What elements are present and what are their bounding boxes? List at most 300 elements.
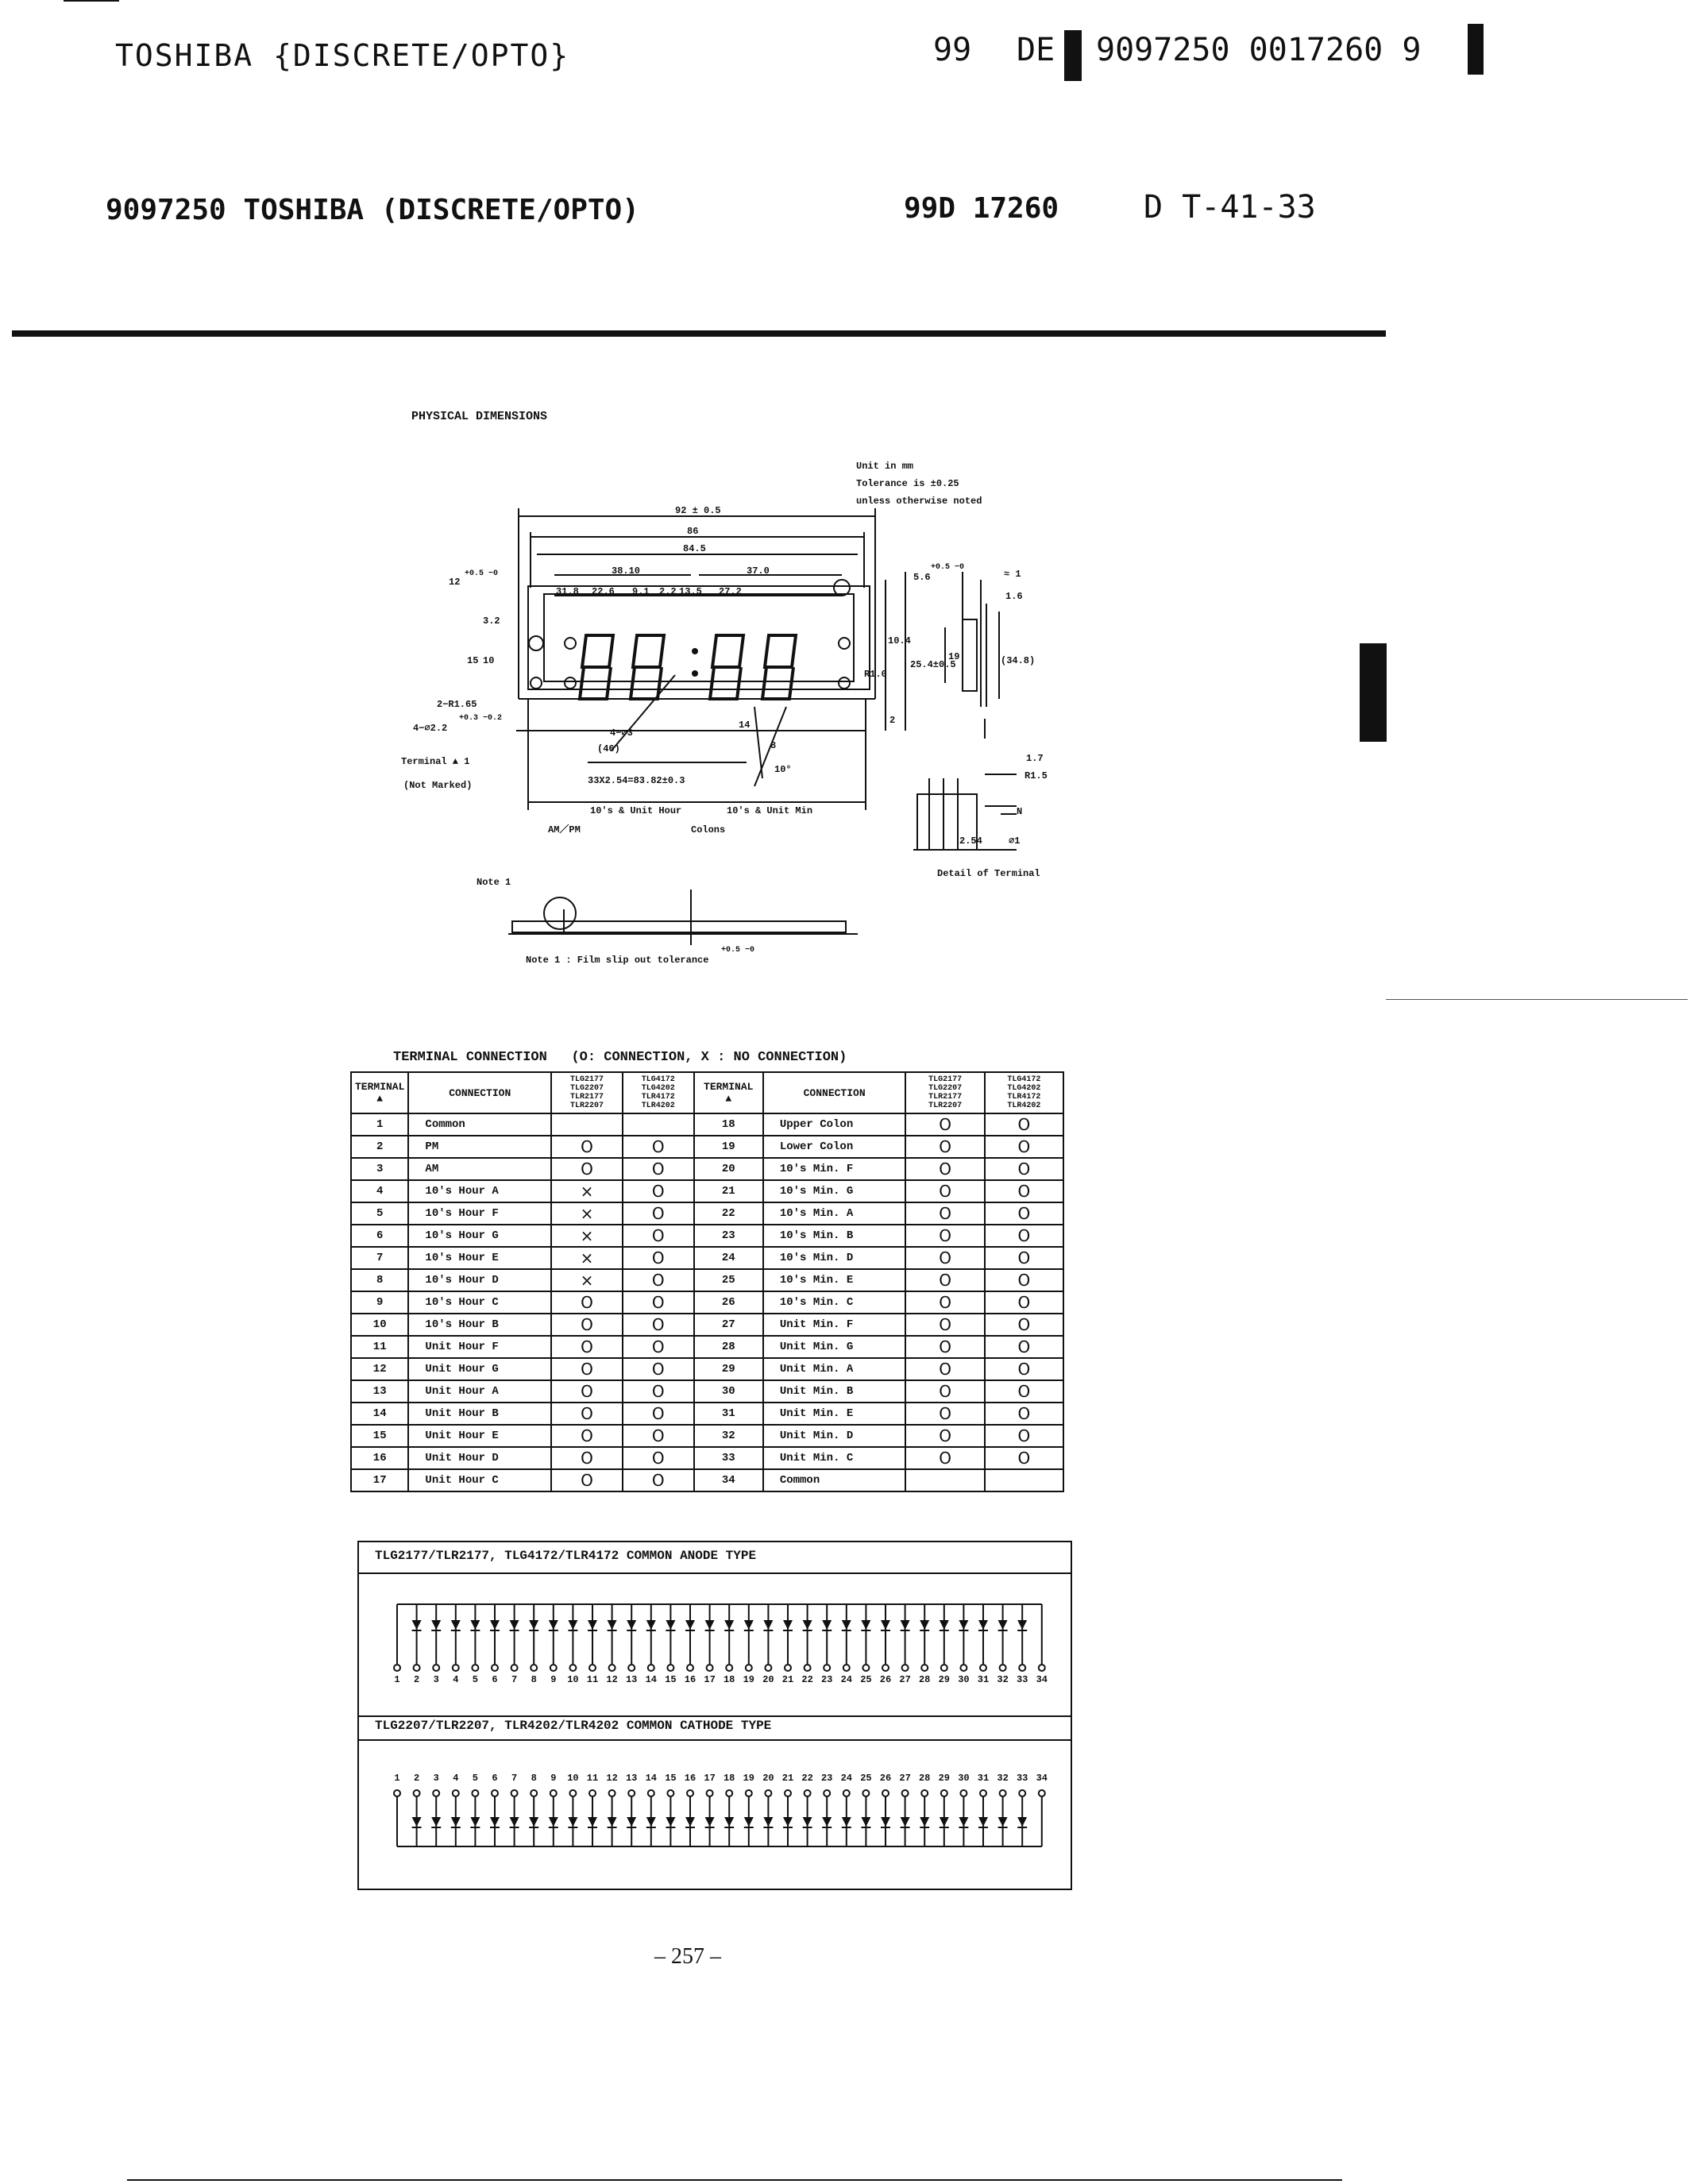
cathode-diode bbox=[666, 1817, 675, 1827]
circuit-divider bbox=[357, 1715, 1071, 1717]
connection-mark: O bbox=[985, 1358, 1063, 1380]
note1-text: Note 1 : Film slip out tolerance bbox=[526, 955, 709, 966]
dim-hole-tol: +0.3 −0.2 bbox=[459, 714, 503, 723]
th-terminal-right: TERMINAL ▲ bbox=[694, 1072, 763, 1113]
pin-label: 30 bbox=[958, 1674, 970, 1685]
anode-diode bbox=[803, 1620, 812, 1630]
cathode-pin bbox=[569, 1790, 576, 1796]
anode-diode bbox=[822, 1620, 832, 1630]
connection-name: Unit Hour B bbox=[408, 1403, 551, 1425]
connection-name: 10's Hour A bbox=[408, 1180, 551, 1202]
connection-mark: O bbox=[551, 1403, 623, 1425]
pin-label: 19 bbox=[743, 1674, 754, 1685]
connection-mark: × bbox=[551, 1225, 623, 1247]
cathode-diode bbox=[588, 1817, 597, 1827]
anode-diode bbox=[1017, 1620, 1027, 1630]
anode-diode bbox=[861, 1620, 870, 1630]
header-divider bbox=[12, 330, 1386, 337]
terminal-number: 31 bbox=[694, 1403, 763, 1425]
pin-label: 10 bbox=[567, 1773, 579, 1784]
connection-mark bbox=[905, 1469, 984, 1491]
dim-12: 12 bbox=[449, 577, 461, 588]
pin-label: 8 bbox=[531, 1674, 537, 1685]
terminal-number: 13 bbox=[351, 1380, 408, 1403]
connection-mark: O bbox=[623, 1336, 694, 1358]
margin-black-tab bbox=[1360, 643, 1387, 742]
connection-name: AM bbox=[408, 1158, 551, 1180]
terminal-number: 30 bbox=[694, 1380, 763, 1403]
pin-label: 18 bbox=[723, 1773, 735, 1784]
cathode-pin bbox=[941, 1790, 947, 1796]
anode-pin bbox=[1019, 1665, 1025, 1671]
connection-mark: O bbox=[985, 1225, 1063, 1247]
pin-label: 1 bbox=[394, 1773, 400, 1784]
pin-label: 5 bbox=[472, 1674, 478, 1685]
anode-diode bbox=[940, 1620, 949, 1630]
pin-label: 16 bbox=[684, 1773, 697, 1784]
cathode-diode bbox=[763, 1817, 773, 1827]
th-col-b-right: TLG4172 TLG4202 TLR4172 TLR4202 bbox=[985, 1072, 1063, 1113]
table-row bbox=[351, 1314, 1063, 1336]
dim-32: 3.2 bbox=[483, 615, 500, 627]
connection-mark: × bbox=[551, 1202, 623, 1225]
anode-pin bbox=[1039, 1665, 1045, 1671]
top-edge-mark bbox=[64, 0, 119, 2]
terminal-number: 16 bbox=[351, 1447, 408, 1469]
connection-name: Unit Min. A bbox=[763, 1358, 906, 1380]
connection-mark: O bbox=[905, 1247, 984, 1269]
cathode-pin bbox=[648, 1790, 654, 1796]
cathode-pin bbox=[805, 1790, 811, 1796]
connection-mark: O bbox=[551, 1380, 623, 1403]
table-row bbox=[351, 1425, 1063, 1447]
pin-label: 1 bbox=[394, 1674, 400, 1685]
cathode-diode bbox=[1017, 1817, 1027, 1827]
pin-label: 24 bbox=[840, 1773, 852, 1784]
connection-mark: O bbox=[551, 1158, 623, 1180]
anode-pin bbox=[960, 1665, 967, 1671]
side-1: ≈ 1 bbox=[1004, 569, 1021, 580]
cathode-diode bbox=[978, 1817, 988, 1827]
anode-diode bbox=[510, 1620, 519, 1630]
anode-diode bbox=[529, 1620, 538, 1630]
cathode-pin bbox=[921, 1790, 928, 1796]
pin-label: 29 bbox=[938, 1674, 950, 1685]
not-marked-label: (Not Marked) bbox=[403, 780, 473, 791]
cathode-diode bbox=[842, 1817, 851, 1827]
connection-mark: O bbox=[905, 1225, 984, 1247]
connection-name: 10's Min. G bbox=[763, 1180, 906, 1202]
connection-mark: O bbox=[905, 1202, 984, 1225]
pin-label: 20 bbox=[762, 1773, 774, 1784]
dim-15: 15 bbox=[467, 655, 479, 666]
anode-pin bbox=[785, 1665, 791, 1671]
connection-mark: O bbox=[985, 1314, 1063, 1336]
header-line1-code2: DE bbox=[1017, 32, 1055, 68]
connection-name: Unit Min. C bbox=[763, 1447, 906, 1469]
connection-name: 10's Hour B bbox=[408, 1314, 551, 1336]
cathode-diode bbox=[861, 1817, 870, 1827]
cathode-diode bbox=[451, 1817, 461, 1827]
anode-diode bbox=[901, 1620, 910, 1630]
pin-label: 15 bbox=[665, 1674, 677, 1685]
anode-pin bbox=[472, 1665, 478, 1671]
dimension-drawing bbox=[389, 492, 1064, 985]
anode-pin bbox=[511, 1665, 518, 1671]
terminal-number: 21 bbox=[694, 1180, 763, 1202]
cathode-pin bbox=[394, 1790, 400, 1796]
anode-diode bbox=[685, 1620, 695, 1630]
connection-mark: O bbox=[623, 1225, 694, 1247]
anode-pin bbox=[707, 1665, 713, 1671]
pin-label: 22 bbox=[801, 1674, 813, 1685]
anode-pin bbox=[453, 1665, 459, 1671]
terminal-number: 18 bbox=[694, 1113, 763, 1136]
unit-note: Unit in mm Tolerance is ±0.25 unless otherwise noted bbox=[856, 461, 982, 507]
cathode-diode bbox=[744, 1817, 754, 1827]
cathode-pin bbox=[824, 1790, 830, 1796]
pin-label: 26 bbox=[879, 1674, 892, 1685]
header-line1-code1: 99 bbox=[933, 32, 972, 68]
connection-name: Upper Colon bbox=[763, 1113, 906, 1136]
pin-label: 33 bbox=[1016, 1674, 1028, 1685]
connection-mark: O bbox=[985, 1113, 1063, 1136]
dim-total: 92 ± 0.5 bbox=[675, 505, 721, 516]
note1-label: Note 1 bbox=[477, 877, 511, 888]
side-19: 19 bbox=[948, 651, 960, 662]
anode-title-rule bbox=[357, 1572, 1071, 1574]
pin-label: 10 bbox=[567, 1674, 579, 1685]
anode-diode bbox=[431, 1620, 441, 1630]
header-line1-code3: 9097250 0017260 9 bbox=[1096, 32, 1422, 68]
connection-name: 10's Hour D bbox=[408, 1269, 551, 1291]
dim-left: 38.10 bbox=[612, 565, 641, 577]
bottom-rule bbox=[127, 2179, 1342, 2181]
connection-mark: O bbox=[985, 1291, 1063, 1314]
pin-label: 32 bbox=[997, 1773, 1009, 1784]
cathode-pin bbox=[433, 1790, 439, 1796]
anode-diode bbox=[842, 1620, 851, 1630]
connection-name: 10's Hour C bbox=[408, 1291, 551, 1314]
connection-mark: O bbox=[905, 1136, 984, 1158]
terminal-number: 6 bbox=[351, 1225, 408, 1247]
terminal-number: 5 bbox=[351, 1202, 408, 1225]
connection-name: Unit Hour D bbox=[408, 1447, 551, 1469]
pin-label: 2 bbox=[413, 1674, 420, 1685]
anode-pin bbox=[550, 1665, 557, 1671]
anode-diode bbox=[881, 1620, 890, 1630]
connection-mark: O bbox=[551, 1314, 623, 1336]
table-row bbox=[351, 1469, 1063, 1491]
pin-label: 6 bbox=[492, 1773, 498, 1784]
cathode-pin bbox=[414, 1790, 420, 1796]
connection-name: 10's Min. B bbox=[763, 1225, 906, 1247]
connection-mark: O bbox=[623, 1447, 694, 1469]
anode-diode bbox=[763, 1620, 773, 1630]
anode-diode bbox=[608, 1620, 617, 1630]
pin-label: 34 bbox=[1036, 1674, 1048, 1685]
cathode-pin bbox=[609, 1790, 615, 1796]
connection-mark: O bbox=[905, 1358, 984, 1380]
cathode-pin bbox=[472, 1790, 478, 1796]
header-line1-left: TOSHIBA {DISCRETE/OPTO} bbox=[115, 38, 570, 73]
anode-diode bbox=[588, 1620, 597, 1630]
anode-pin bbox=[726, 1665, 732, 1671]
cathode-pin bbox=[862, 1790, 869, 1796]
dim-r10: R1.0 bbox=[864, 669, 887, 680]
anode-pin bbox=[902, 1665, 909, 1671]
anode-pin bbox=[569, 1665, 576, 1671]
pin-label: 22 bbox=[801, 1773, 813, 1784]
connection-mark: O bbox=[985, 1447, 1063, 1469]
det-n: N bbox=[1017, 806, 1023, 817]
connection-mark: × bbox=[551, 1180, 623, 1202]
pin-label: 11 bbox=[586, 1773, 599, 1784]
cathode-title: TLG2207/TLR2207, TLR4202/TLR4202 COMMON CATHODE TYPE bbox=[375, 1719, 772, 1733]
pin-label: 32 bbox=[997, 1674, 1009, 1685]
connection-name: Unit Min. E bbox=[763, 1403, 906, 1425]
pin-label: 5 bbox=[472, 1773, 478, 1784]
th-col-a-left: TLG2177 TLG2207 TLR2177 TLR2207 bbox=[551, 1072, 623, 1113]
table-row bbox=[351, 1158, 1063, 1180]
pin-label: 17 bbox=[704, 1674, 716, 1685]
connection-name: Unit Hour G bbox=[408, 1358, 551, 1380]
side-56: 5.6 bbox=[913, 572, 931, 583]
cathode-pin bbox=[453, 1790, 459, 1796]
connection-mark: O bbox=[985, 1336, 1063, 1358]
connection-mark bbox=[623, 1113, 694, 1136]
table-row bbox=[351, 1380, 1063, 1403]
pin-label: 16 bbox=[684, 1674, 697, 1685]
detail-label: Detail of Terminal bbox=[937, 868, 1040, 879]
anode-pin bbox=[765, 1665, 771, 1671]
pin-label: 13 bbox=[625, 1674, 638, 1685]
pin-label: 31 bbox=[977, 1773, 990, 1784]
connection-mark: O bbox=[551, 1136, 623, 1158]
connection-name: Lower Colon bbox=[763, 1136, 906, 1158]
connection-mark: O bbox=[985, 1425, 1063, 1447]
pin-label: 3 bbox=[433, 1674, 439, 1685]
connection-mark: O bbox=[985, 1136, 1063, 1158]
cathode-pin bbox=[628, 1790, 635, 1796]
connection-mark: O bbox=[905, 1269, 984, 1291]
cathode-diode bbox=[412, 1817, 422, 1827]
terminal-number: 8 bbox=[351, 1269, 408, 1291]
table-row bbox=[351, 1247, 1063, 1269]
anode-circuit bbox=[381, 1596, 1056, 1684]
terminal-number: 28 bbox=[694, 1336, 763, 1358]
cathode-diode bbox=[881, 1817, 890, 1827]
terminal-number: 14 bbox=[351, 1403, 408, 1425]
dim-226: 22.6 bbox=[592, 586, 615, 597]
cathode-diode bbox=[940, 1817, 949, 1827]
terminal-number: 32 bbox=[694, 1425, 763, 1447]
terminal-number: 9 bbox=[351, 1291, 408, 1314]
cathode-pin bbox=[511, 1790, 518, 1796]
cathode-diode bbox=[685, 1817, 695, 1827]
connection-mark: O bbox=[551, 1358, 623, 1380]
pin-label: 14 bbox=[645, 1674, 657, 1685]
connection-name: Unit Hour C bbox=[408, 1469, 551, 1491]
connection-mark: O bbox=[905, 1403, 984, 1425]
anode-pin bbox=[805, 1665, 811, 1671]
pin-label: 4 bbox=[453, 1773, 459, 1784]
terminal-number: 33 bbox=[694, 1447, 763, 1469]
pin-label: 27 bbox=[899, 1773, 911, 1784]
pin-label: 12 bbox=[606, 1773, 618, 1784]
th-terminal-left: TERMINAL ▲ bbox=[351, 1072, 408, 1113]
cathode-pin bbox=[882, 1790, 889, 1796]
connection-mark: O bbox=[623, 1247, 694, 1269]
anode-pin bbox=[628, 1665, 635, 1671]
connection-name: Unit Hour F bbox=[408, 1336, 551, 1358]
dim-86: 86 bbox=[687, 526, 699, 537]
th-col-b-left: TLG4172 TLG4202 TLR4172 TLR4202 bbox=[623, 1072, 694, 1113]
anode-pin bbox=[433, 1665, 439, 1671]
anode-title: TLG2177/TLR2177, TLG4172/TLR4172 COMMON ANODE TYPE bbox=[375, 1549, 757, 1563]
connection-mark: O bbox=[623, 1136, 694, 1158]
cathode-pin bbox=[550, 1790, 557, 1796]
cathode-pin bbox=[667, 1790, 673, 1796]
terminal-number: 7 bbox=[351, 1247, 408, 1269]
dim-hole: 4−∅2.2 bbox=[413, 723, 448, 734]
side-16: 1.6 bbox=[1005, 591, 1023, 602]
pin-label: 3 bbox=[433, 1773, 439, 1784]
cathode-pin bbox=[492, 1790, 498, 1796]
connection-mark: O bbox=[623, 1269, 694, 1291]
dim-pitch: 33X2.54=83.82±0.3 bbox=[588, 775, 685, 786]
connection-mark: O bbox=[985, 1269, 1063, 1291]
pin-label: 20 bbox=[762, 1674, 774, 1685]
dim-46: (46) bbox=[597, 743, 620, 754]
anode-pin bbox=[687, 1665, 693, 1671]
pin-label: 26 bbox=[879, 1773, 892, 1784]
pin-label: 19 bbox=[743, 1773, 754, 1784]
margin-dashed-line bbox=[1386, 999, 1688, 1000]
terminal-number: 4 bbox=[351, 1180, 408, 1202]
cathode-diode bbox=[470, 1817, 480, 1827]
connection-mark: O bbox=[985, 1247, 1063, 1269]
header-right-block bbox=[1468, 24, 1484, 75]
table-row bbox=[351, 1225, 1063, 1247]
anode-pin bbox=[648, 1665, 654, 1671]
connection-mark: O bbox=[985, 1403, 1063, 1425]
hour-label: 10's & Unit Hour bbox=[590, 805, 682, 816]
connection-name: Unit Min. G bbox=[763, 1336, 906, 1358]
dim-135: 13.5 bbox=[679, 586, 702, 597]
pin-label: 4 bbox=[453, 1674, 459, 1685]
th-connection-left: CONNECTION bbox=[408, 1072, 551, 1113]
colons-label: Colons bbox=[691, 824, 726, 835]
terminal-number: 20 bbox=[694, 1158, 763, 1180]
pin-label: 34 bbox=[1036, 1773, 1048, 1784]
anode-pin bbox=[394, 1665, 400, 1671]
table-row bbox=[351, 1269, 1063, 1291]
cathode-diode bbox=[568, 1817, 577, 1827]
anode-pin bbox=[609, 1665, 615, 1671]
connection-mark: O bbox=[623, 1425, 694, 1447]
dim-8: 8 bbox=[770, 740, 777, 751]
pin-label: 23 bbox=[820, 1674, 833, 1685]
pin-label: 23 bbox=[820, 1773, 833, 1784]
pin-label: 29 bbox=[938, 1773, 950, 1784]
terminal-number: 22 bbox=[694, 1202, 763, 1225]
cathode-diode bbox=[783, 1817, 793, 1827]
connection-mark: O bbox=[623, 1314, 694, 1336]
pin-label: 7 bbox=[511, 1773, 518, 1784]
connection-mark: O bbox=[985, 1180, 1063, 1202]
cathode-pin bbox=[707, 1790, 713, 1796]
terminal-number: 10 bbox=[351, 1314, 408, 1336]
connection-mark: O bbox=[985, 1202, 1063, 1225]
terminal-number: 17 bbox=[351, 1469, 408, 1491]
dim-91: 9.1 bbox=[632, 586, 650, 597]
cathode-pin bbox=[960, 1790, 967, 1796]
anode-pin bbox=[667, 1665, 673, 1671]
pin-label: 21 bbox=[781, 1674, 794, 1685]
anode-diode bbox=[451, 1620, 461, 1630]
pin-label: 8 bbox=[531, 1773, 537, 1784]
dim-104: 10.4 bbox=[888, 635, 911, 646]
anode-diode bbox=[490, 1620, 500, 1630]
pin-label: 31 bbox=[977, 1674, 990, 1685]
anode-diode bbox=[978, 1620, 988, 1630]
side-348: (34.8) bbox=[1001, 655, 1036, 666]
det-254: 2.54 bbox=[959, 835, 982, 847]
anode-pin bbox=[882, 1665, 889, 1671]
terminal-table-title: TERMINAL CONNECTION (O: CONNECTION, X : NO CONNECTION) bbox=[393, 1050, 847, 1065]
anode-diode bbox=[959, 1620, 968, 1630]
connection-name: Unit Min. D bbox=[763, 1425, 906, 1447]
pin-label: 17 bbox=[704, 1773, 716, 1784]
connection-mark: O bbox=[623, 1403, 694, 1425]
pin-label: 18 bbox=[723, 1674, 735, 1685]
anode-diode bbox=[568, 1620, 577, 1630]
anode-diode bbox=[627, 1620, 636, 1630]
pin-label: 14 bbox=[645, 1773, 657, 1784]
cathode-diode bbox=[490, 1817, 500, 1827]
connection-name: 10's Hour G bbox=[408, 1225, 551, 1247]
pin-label: 25 bbox=[860, 1773, 872, 1784]
dim-318: 31.8 bbox=[556, 586, 579, 597]
connection-mark: × bbox=[551, 1269, 623, 1291]
pin-label: 9 bbox=[550, 1773, 557, 1784]
pin-label: 21 bbox=[781, 1773, 794, 1784]
cathode-diode bbox=[959, 1817, 968, 1827]
terminal-number: 1 bbox=[351, 1113, 408, 1136]
dim-845: 84.5 bbox=[683, 543, 706, 554]
pin-label: 11 bbox=[586, 1674, 599, 1685]
anode-diode bbox=[744, 1620, 754, 1630]
connection-mark: O bbox=[623, 1358, 694, 1380]
connection-mark: O bbox=[623, 1180, 694, 1202]
connection-name: 10's Hour E bbox=[408, 1247, 551, 1269]
cathode-diode bbox=[724, 1817, 734, 1827]
connection-name: 10's Min. E bbox=[763, 1269, 906, 1291]
dim-272: 27.2 bbox=[719, 586, 742, 597]
pin-label: 9 bbox=[550, 1674, 557, 1685]
table-row bbox=[351, 1202, 1063, 1225]
header-line2-code: 99D 17260 bbox=[904, 192, 1059, 225]
table-row bbox=[351, 1447, 1063, 1469]
anode-pin bbox=[843, 1665, 850, 1671]
anode-pin bbox=[746, 1665, 752, 1671]
dim-hole3: 4−∅3 bbox=[610, 727, 633, 739]
cathode-pin bbox=[902, 1790, 909, 1796]
anode-diode bbox=[666, 1620, 675, 1630]
connection-mark: O bbox=[905, 1180, 984, 1202]
cathode-diode bbox=[646, 1817, 656, 1827]
